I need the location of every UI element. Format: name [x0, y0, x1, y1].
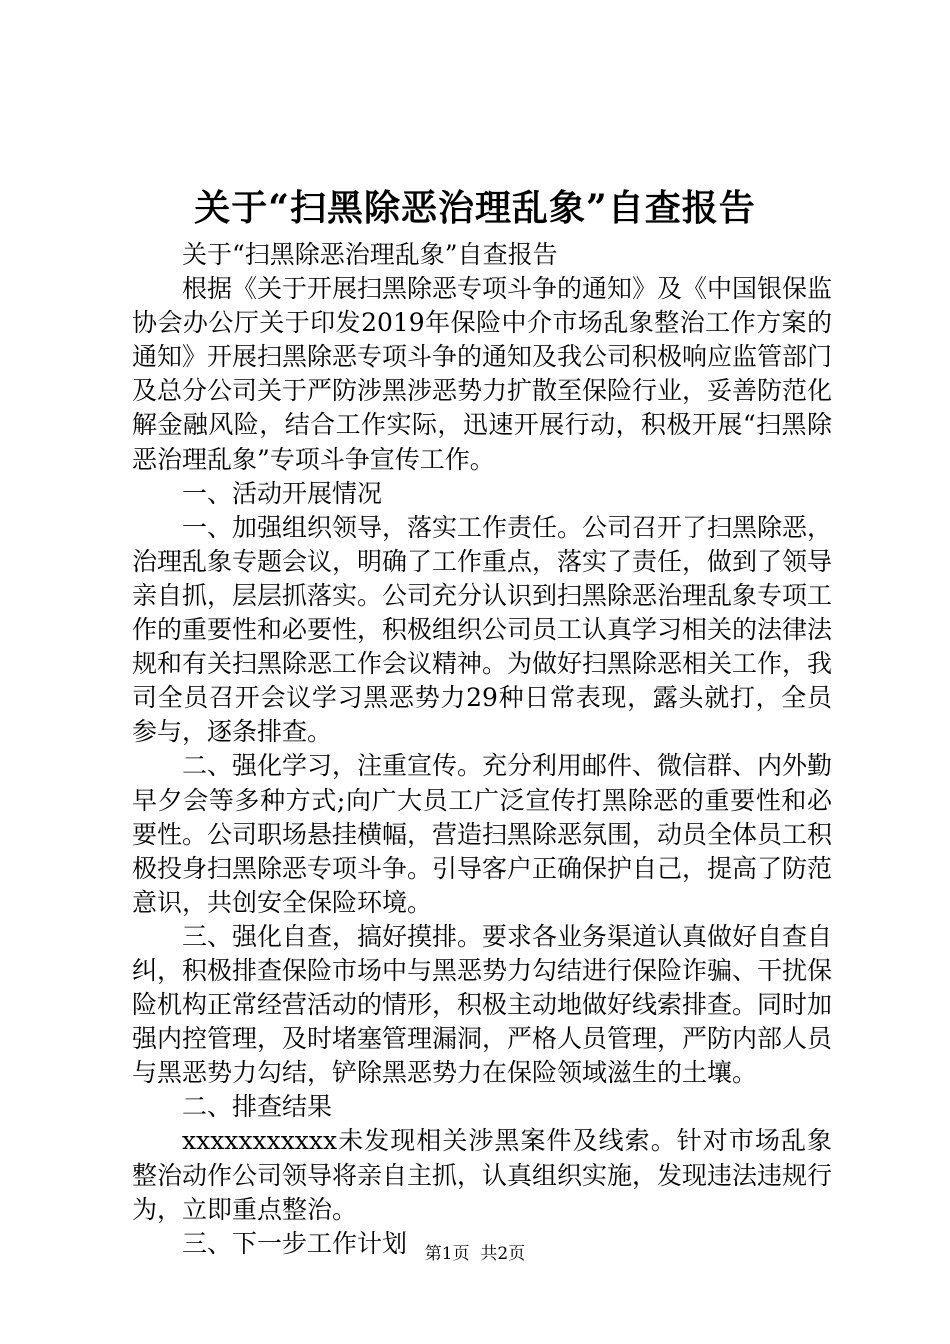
- section-heading-activities: 一、活动开展情况: [182, 478, 383, 508]
- document-body: [132, 238, 832, 1261]
- paragraph-results: xxxxxxxxxxx未发现相关涉黑案件及线索。针对市场乱象整治动作公司领导将亲自主抓，认真组织实施，发现违法违规行为，立即重点整治。: [132, 1126, 833, 1224]
- section-heading-next-steps: 三、下一步工作计划: [182, 1228, 408, 1258]
- paragraph-publicity: 二、强化学习，注重宣传。充分利用邮件、微信群、内外勤早夕会等多种方式;向广大员工广泛宣传打黑除恶的重要性和必要性。公司职场悬挂横幅，营造扫黑除恶氛围，动员全体员工积极投身扫黑除恶专项斗争。引导客户正确保护自己，提高了防范意识，共创安全保险环境。: [132, 751, 833, 917]
- paragraph-self-inspection: 三、强化自查，搞好摸排。要求各业务渠道认真做好自查自纠，积极排查保险市场中与黑恶势力勾结进行保险诈骗、干扰保险机构正常经营活动的情形，积极主动地做好线索排查。同时加强内控管理，及时堵塞管理漏洞，严格人员管理，严防内部人员与黑恶势力勾结，铲除黑恶势力在保险领域滋生的土壤。: [132, 921, 833, 1088]
- intro-paragraph: 根据《关于开展扫黑除恶专项斗争的通知》及《中国银保监协会办公厅关于印发2019年保险中介市场乱象整治工作方案的通知》开展扫黑除恶专项斗争的通知及我公司积极响应监管部门及总分公司关于严防涉黑涉恶势力扩散至保险行业，妥善防范化解金融风险，结合工作实际，迅速开展行动，积极开展“扫黑除恶治理乱象”专项斗争宣传工作。: [132, 274, 833, 474]
- page-footer: [0, 1242, 950, 1266]
- page-number: 第1页 共2页: [424, 1244, 526, 1264]
- paragraph-organization: 一、加强组织领导，落实工作责任。公司召开了扫黑除恶，治理乱象专题会议，明确了工作重点，落实了责任，做到了领导亲自抓，层层抓落实。公司充分认识到扫黑除恶治理乱象专项工作的重要性和必要性，积极组织公司员工认真学习相关的法律法规和有关扫黑除恶工作会议精神。为做好扫黑除恶相关工作，我司全员召开会议学习黑恶势力29种日常表现，露头就打，全员参与，逐条排查。: [132, 512, 833, 747]
- section-heading-results: 二、排查结果: [182, 1092, 333, 1122]
- document-title: 关于“扫黑除恶治理乱象”自查报告: [194, 187, 756, 229]
- subtitle-paragraph: 关于“扫黑除恶治理乱象”自查报告: [182, 240, 558, 269]
